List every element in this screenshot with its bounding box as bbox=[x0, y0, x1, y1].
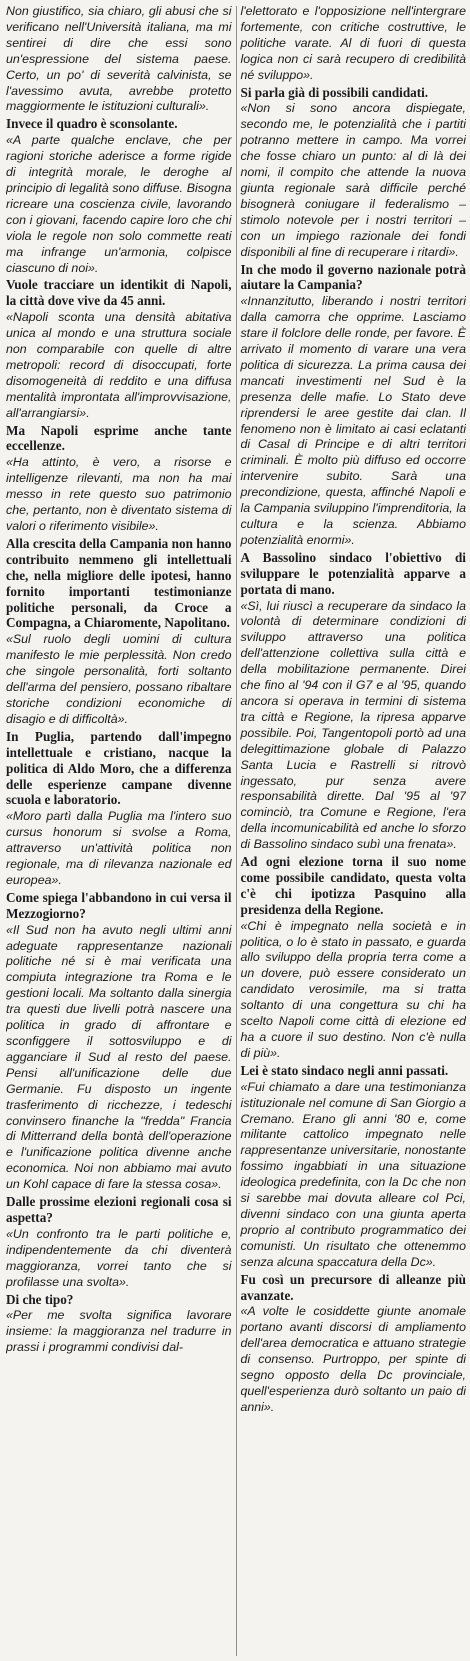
answer-paragraph: «A volte le cosiddette giunte anomale portano avanti discorsi di ampliamento dell'area democratica e attuano strategie di consenso. Purtroppo, per spinte di segno opposto della Dc provinciale, quell'esperienza durò soltanto un paio di anni». bbox=[240, 1304, 466, 1414]
answer-paragraph: «Il Sud non ha avuto negli ultimi anni adeguate rappresentanze nazionali politiche né si è mai verificata una compiuta integrazione tra Roma e le gestioni locali. Ma soltanto dalla sinergia tra questi due livelli potrà nascere una politica in grado di affrontare e sconfiggere il sottosviluppo e di agganciare il Sud al resto del paese. Pensi all'unificazione delle due Germanie. Fu disposto un ingente trasferimento di ricchezze, i tedeschi convinsero finanche la "fredda" Francia di Mitterrand della bontà dell'operazione e l'unificazione politica divenne anche economica. Noi non abbiamo mai avuto un Kohl capace di fare la stessa cosa». bbox=[6, 922, 232, 1192]
question-heading: Dalle prossime elezioni regionali cosa si aspetta? bbox=[6, 1194, 232, 1225]
answer-paragraph: «Sì, lui riuscì a recuperare da sindaco la volontà di determinare condizioni di sviluppo attraverso una politica dell'attenzione collettiva sulla città e della mobilitazione permanente. Direi che fino al '94 con il G7 e al '95, quando ancora si operava in termini di sistema tra città e Regione, la ripresa apparve possibile. Poi, Tangentopoli portò ad una delegittimazione globale di Palazzo Santa Lucia e Rastrelli si ritrovò ingessato, pur senza avere responsabilità dirette. Dal '95 al '97 cominciò, tra Comune e Regione, l'era della incomunicabilità ed anche lo sforzo di Bassolino sindaco subì una frenata». bbox=[240, 598, 466, 852]
question-heading: Lei è stato sindaco negli anni passati. bbox=[240, 1062, 449, 1078]
answer-paragraph: «Ha attinto, è vero, a risorse e intelligenze rilevanti, ma non ha mai messo in rete questo suo patrimonio che, pertanto, non è diventato sistema di valori o riferimento visibile». bbox=[6, 455, 232, 533]
right-column bbox=[240, 4, 466, 1661]
answer-paragraph: «Innanzitutto, liberando i nostri territori dalla camorra che opprime. Lasciamo stare il folclore delle ronde, per favore. È arrivato il momento di varare una vera politica di sicurezza. La prima causa dei mancati investimenti nel Sud è la presenza delle mafie. Lo Stato deve riprendersi le aree gestite dai clan. Il fenomeno non è limitato ai casi eclatanti di Casal di Principe e di altri territori criminali. È molto più diffuso ed occorre intervenire subito. Sarà una precondizione, questa, affinché Napoli e la Campania sviluppino l'imprenditoria, la cultura e la scienza. Abbiamo potenzialità enormi». bbox=[240, 294, 466, 547]
answer-paragraph: «Per me svolta significa lavorare insieme: la maggioranza nel tradurre in prassi i programmi condivisi dal- bbox=[6, 1308, 232, 1355]
answer-paragraph: «Un confronto tra le parti politiche e, indipendentemente da chi diventerà maggioranza, vorrei tanto che si profilasse una svolta». bbox=[6, 1226, 232, 1289]
answer-paragraph: «A parte qualche enclave, che per ragioni storiche aderisce a forme rigide di integrità morale, le deroghe al principio di legalità sono diffuse. Bisogna ricreare una coscienza civile, lavorando con i giovani, facendo capire loro che chi viola le regole non solo commette reati ma infrange un'armonia, colpisce ciascuno di noi». bbox=[6, 133, 232, 275]
question-heading: Ad ogni elezione torna il suo nome come possibile candidato, questa volta c'è chi ipotizza Pasquino alla presidenza della Regione. bbox=[240, 854, 466, 917]
question-heading: Come spiega l'abbandono in cui versa il Mezzogiorno? bbox=[6, 889, 232, 921]
question-heading: Si parla già di possibili candidati. bbox=[240, 84, 429, 100]
question-heading: Invece il quadro è sconsolante. bbox=[6, 116, 178, 132]
answer-paragraph: «Moro partì dalla Puglia ma l'intero suo cursus honorum si svolse a Roma, attraverso un'attività politica non regionale, ma di rilevanza nazionale ed europea». bbox=[6, 809, 232, 887]
question-heading: In Puglia, partendo dall'impegno intellettuale e cristiano, nacque la politica di Aldo Moro, che a differenza delle esperienze campane divenne scuola e laboratorio. bbox=[6, 728, 232, 808]
answer-paragraph: «Fui chiamato a dare una testimonianza istituzionale nel comune di San Giorgio a Cremano. Erano gli anni '80 e, come militante cattolico impegnato nelle rappresentanze universitarie, nonostante fossimo ingabbiati in una situazione ideologica predefinita, con la Dc che non si sarebbe mai dovuta alleare col Pci, divenni sindaco con una giunta aperta proprio al contributo programmatico dei comunisti. Un risultato che ottenemmo senza alcuna spaccatura della Dc». bbox=[240, 1079, 466, 1269]
answer-paragraph: «Napoli sconta una densità abitativa unica al mondo e una struttura sociale non comparabile con quelle di altre metropoli: record di disoccupati, forte disomogeneità di reddito e una diffusa mentalità improntata all'improvvisazione, all'arrangiarsi». bbox=[6, 310, 232, 420]
column-divider bbox=[236, 6, 237, 1656]
question-heading: Ma Napoli esprime anche tante eccellenze. bbox=[6, 422, 232, 454]
answer-paragraph: «Non si sono ancora dispiegate, secondo me, le potenzialità che i partiti potranno mettere in campo. Ma vorrei che fosse chiaro un punto: al di là dei nomi, il compito che attende la nuova giunta regionale sarà difficile perché bisognerà coniugare il federalismo – stimolo notevole per i nostri territori – con un impiego razionale dei fondi disponibili al fine di recuperare i ritardi». bbox=[240, 101, 466, 259]
question-heading: Alla crescita della Campania non hanno contribuito nemmeno gli intellettuali che, nella migliore delle ipotesi, hanno fornito importanti testimonianze politiche personali, da Croce a Compagna, a Chiaromente, Napolitano. bbox=[6, 535, 232, 631]
question-heading: A Bassolino sindaco l'obiettivo di sviluppare le potenzialità apparve a portata di mano. bbox=[240, 549, 466, 597]
answer-paragraph: l'elettorato e l'opposizione nell'intergrare fortemente, con critiche costruttive, le politiche varate. Al di fuori di questa logica non ci sarà recupero di credibilità né sviluppo». bbox=[240, 4, 466, 82]
question-heading: In che modo il governo nazionale potrà aiutare la Campania? bbox=[240, 261, 466, 293]
question-heading: Fu così un precursore di alleanze più avanzate. bbox=[240, 1271, 466, 1303]
question-heading: Di che tipo? bbox=[6, 1291, 74, 1307]
question-heading: Vuole tracciare un identikit di Napoli, la città dove vive da 45 anni. bbox=[6, 277, 232, 309]
answer-paragraph: «Sul ruolo degli uomini di cultura manifesto le mie perplessità. Non credo che singole personalità, forti soltanto dell'arma del pensiero, possano ribaltare storiche condizioni economiche di disagio e di difficoltà». bbox=[6, 632, 232, 726]
answer-paragraph: «Chi è impegnato nella società e in politica, o lo è stato in passato, e guarda allo sviluppo della propria terra come a un dovere, può essere considerato un candidato verosimile, ma si tratta soltanto di una congettura su chi ha scelto Napoli come città di elezione ed ha a cuore il suo destino. Non c'è nulla di più». bbox=[240, 918, 466, 1060]
left-column bbox=[6, 4, 232, 1661]
answer-paragraph: Non giustifico, sia chiaro, gli abusi che si verificano nell'Università italiana, ma mi sentirei di dire che essi sono un'espressione del sistema paese. Certo, un po' di severità calvinista, se l'avessimo avuta, avrebbe protetto maggiormente le istituzioni culturali». bbox=[6, 4, 232, 114]
